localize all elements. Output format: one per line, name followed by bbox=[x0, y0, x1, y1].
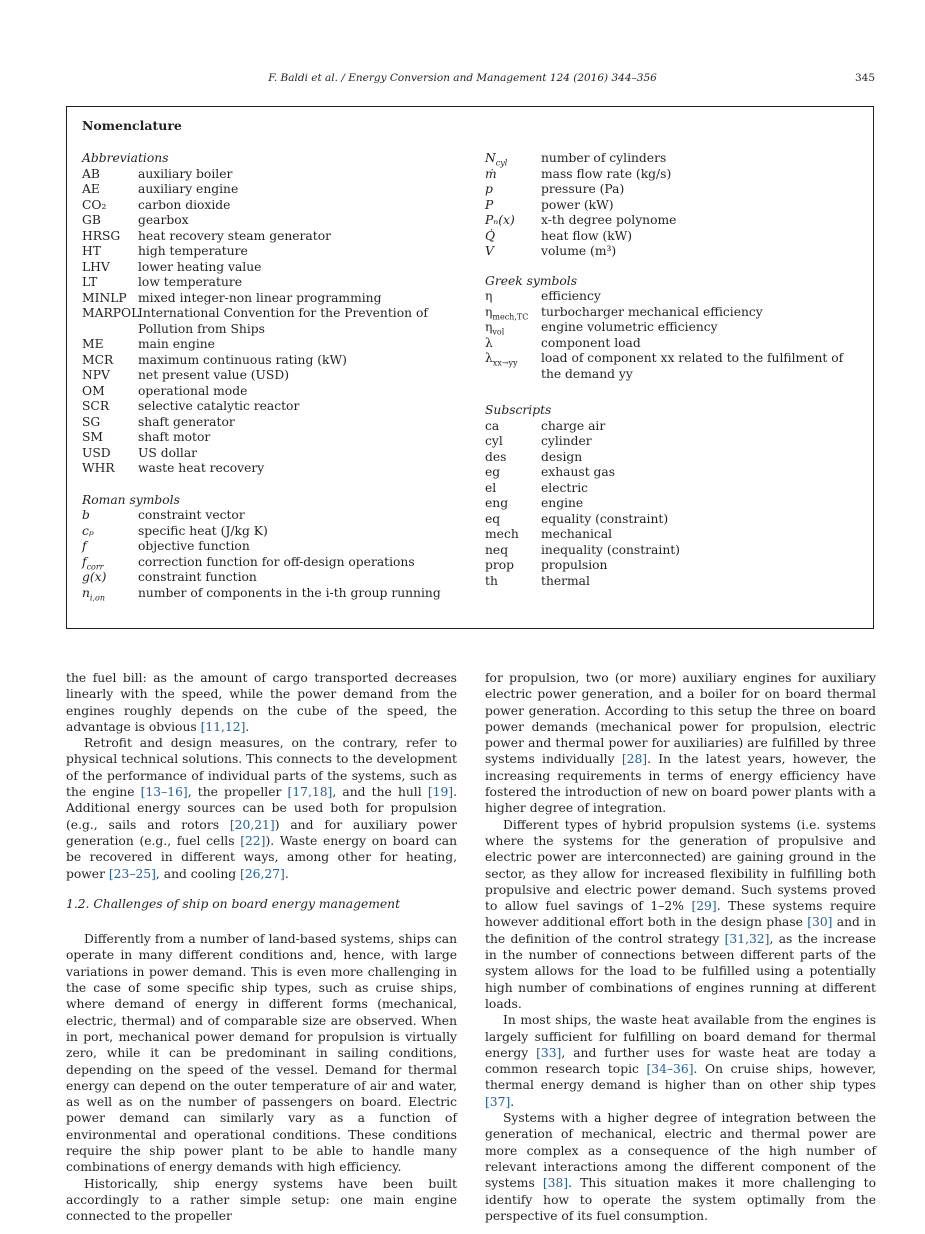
greek-symbols-heading: Greek symbols bbox=[485, 273, 578, 288]
subscripts-heading: Subscripts bbox=[485, 403, 552, 417]
nomenclature-entry bbox=[485, 244, 865, 260]
nomenclature-entry bbox=[485, 465, 865, 481]
nomenclature-term: ca bbox=[485, 418, 500, 433]
citation-link[interactable]: [34–36] bbox=[646, 1062, 694, 1077]
nomenclature-definition: engine volumetric efficiency bbox=[541, 320, 718, 334]
nomenclature-entry bbox=[485, 512, 865, 528]
nomenclature-definition: thermal bbox=[541, 573, 590, 588]
nomenclature-entry bbox=[485, 351, 865, 382]
body-right-column bbox=[485, 670, 876, 1224]
nomenclature-definition: carbon dioxide bbox=[138, 197, 231, 212]
nomenclature-entry bbox=[485, 289, 865, 305]
citation-link[interactable]: [38] bbox=[542, 1176, 569, 1191]
nomenclature-entry bbox=[82, 586, 462, 602]
nomenclature-definition: volume (m³) bbox=[541, 244, 617, 258]
nomenclature-definition: maximum continuous rating (kW) bbox=[138, 352, 347, 367]
nomenclature-definition: high temperature bbox=[138, 244, 248, 258]
nomenclature-definition: auxiliary boiler bbox=[138, 166, 233, 181]
nomenclature-term: HRSG bbox=[82, 228, 121, 243]
nomenclature-definition: engine bbox=[541, 496, 584, 510]
paragraph: Historically, ship energy systems have been built accordingly to a rather simple setup: one main engine connected to the propeller bbox=[66, 1176, 457, 1224]
nomenclature-term: AB bbox=[82, 166, 100, 181]
nomenclature-definition: low temperature bbox=[138, 275, 243, 289]
nomenclature-definition: load of component xx related to the fulfilment of the demand yy bbox=[541, 351, 844, 381]
nomenclature-definition: objective function bbox=[138, 539, 250, 553]
nomenclature-entry bbox=[82, 430, 462, 446]
citation-link[interactable]: [22] bbox=[240, 833, 266, 848]
citation-link[interactable]: [19] bbox=[427, 785, 454, 800]
nomenclature-entry bbox=[485, 527, 865, 543]
nomenclature-term: λ bbox=[485, 335, 493, 350]
nomenclature-term: OM bbox=[82, 383, 105, 398]
nomenclature-entry bbox=[82, 384, 462, 400]
nomenclature-term: des bbox=[485, 449, 507, 464]
nomenclature-entry bbox=[82, 291, 462, 307]
nomenclature-definition: gearbox bbox=[138, 213, 189, 227]
nomenclature-entry bbox=[82, 229, 462, 245]
nomenclature-entry bbox=[485, 496, 865, 512]
paragraph: for propulsion, two (or more) auxiliary engines for auxiliary electric power generation, and a boiler for on board thermal power generation. According to this setup the three on board power demands (mechanical power for propulsion, electric power and thermal power for auxiliaries) are fulfilled by three systems individually [28]. In the latest years, however, the increasing requirements in terms of energy efficiency have fostered the introduction of new on board power plants with a higher degree of integration. bbox=[485, 671, 876, 816]
nomenclature-entry bbox=[485, 198, 865, 214]
nomenclature-definition: pressure (Pa) bbox=[541, 182, 625, 196]
nomenclature-term: $f_{corr}$ bbox=[82, 554, 104, 571]
nomenclature-definition: selective catalytic reactor bbox=[138, 399, 300, 413]
abbreviations-list bbox=[82, 167, 462, 477]
nomenclature-entry bbox=[82, 244, 462, 260]
roman-symbols-heading: Roman symbols bbox=[82, 492, 180, 507]
nomenclature-definition: turbocharger mechanical efficiency bbox=[541, 304, 763, 319]
citation-link[interactable]: [29] bbox=[691, 899, 717, 914]
nomenclature-term: ṁ bbox=[485, 166, 497, 181]
nomenclature-right-column bbox=[485, 151, 865, 589]
nomenclature-entry bbox=[82, 306, 462, 337]
nomenclature-term: f bbox=[82, 539, 87, 553]
nomenclature-term: Pₙ(x) bbox=[485, 213, 515, 227]
paragraph: In most ships, the waste heat available from the engines is largely sufficient for fulfilling on board demand for thermal energy [33], and further uses for waste heat are today a common research topic [34–36]. On cruise ships, however, thermal energy demand is higher than on other ship types [37]. bbox=[485, 1013, 876, 1109]
nomenclature-entry bbox=[485, 434, 865, 450]
nomenclature-title: Nomenclature bbox=[82, 118, 182, 133]
nomenclature-entry bbox=[485, 543, 865, 559]
citation-link[interactable]: [28] bbox=[621, 752, 648, 767]
nomenclature-definition: constraint function bbox=[138, 570, 257, 584]
nomenclature-term: th bbox=[485, 573, 498, 588]
nomenclature-entry bbox=[485, 481, 865, 497]
nomenclature-entry bbox=[82, 461, 462, 477]
nomenclature-term: cₚ bbox=[82, 523, 94, 538]
nomenclature-entry bbox=[82, 337, 462, 353]
nomenclature-entry bbox=[82, 368, 462, 384]
paragraph: Differently from a number of land-based systems, ships can operate in many different conditions and, hence, with large variations in power demand. This is even more challenging in the case of some specific ship types, such as cruise ships, where demand of energy in different forms (mechanical, electric, thermal) and of comparable size are observed. When in port, mechanical power demand for propulsion is virtually zero, while it can be predominant in sailing conditions, depending on the speed of the vessel. Demand for thermal energy can depend on the outer temperature of air and water, as well as on the number of passengers on board. Electric power demand can similarly vary as a function of environmental and operational conditions. These conditions require the ship power plant to be able to handle many combinations of energy demands with high efficiency. bbox=[66, 932, 457, 1175]
nomenclature-definition: number of cylinders bbox=[541, 151, 667, 165]
nomenclature-term: MARPOL bbox=[82, 306, 140, 320]
nomenclature-entry bbox=[82, 182, 462, 198]
nomenclature-entry bbox=[485, 167, 865, 183]
nomenclature-term: $\eta_{vol}$ bbox=[485, 320, 505, 337]
nomenclature-term: prop bbox=[485, 558, 515, 572]
paragraph: the fuel bill: as the amount of cargo transported decreases linearly with the speed, while the power demand from the engines roughly depends on the cube of the speed, the advantage is obvious [11,12]. bbox=[66, 671, 457, 734]
nomenclature-term: Q̇ bbox=[485, 228, 496, 243]
subscripts-list bbox=[485, 419, 865, 590]
nomenclature-entry bbox=[485, 558, 865, 574]
nomenclature-definition: cylinder bbox=[541, 434, 592, 448]
nomenclature-box bbox=[66, 106, 874, 629]
nomenclature-term: P bbox=[485, 197, 494, 212]
nomenclature-entry bbox=[485, 213, 865, 229]
nomenclature-term: p bbox=[485, 182, 493, 196]
citation-link[interactable]: [11,12] bbox=[200, 719, 246, 734]
nomenclature-entry bbox=[82, 446, 462, 462]
nomenclature-definition: heat recovery steam generator bbox=[138, 228, 331, 243]
section-heading: 1.2. Challenges of ship on board energy management bbox=[66, 896, 401, 911]
nomenclature-definition: equality (constraint) bbox=[541, 511, 669, 526]
citation-link[interactable]: [37] bbox=[485, 1094, 511, 1109]
nomenclature-entry bbox=[82, 399, 462, 415]
nomenclature-entry bbox=[485, 336, 865, 352]
nomenclature-definition: correction function for off-design operations bbox=[138, 554, 415, 569]
citation-link[interactable]: [31,32] bbox=[724, 931, 770, 946]
nomenclature-definition: net present value (USD) bbox=[138, 368, 289, 382]
nomenclature-term: SG bbox=[82, 414, 101, 429]
nomenclature-definition: specific heat (J/kg K) bbox=[138, 523, 268, 538]
nomenclature-term: b bbox=[82, 508, 90, 522]
nomenclature-term: eg bbox=[485, 465, 501, 479]
nomenclature-entry bbox=[485, 574, 865, 590]
abbreviations-heading: Abbreviations bbox=[82, 151, 169, 165]
nomenclature-term: GB bbox=[82, 213, 101, 227]
nomenclature-entry bbox=[485, 320, 865, 336]
nomenclature-entry bbox=[82, 555, 462, 571]
nomenclature-definition: International Convention for the Prevention of Pollution from Ships bbox=[138, 306, 428, 336]
nomenclature-term: V bbox=[485, 244, 494, 258]
nomenclature-term: eq bbox=[485, 511, 501, 526]
nomenclature-definition: shaft generator bbox=[138, 414, 235, 429]
nomenclature-definition: heat flow (kW) bbox=[541, 228, 633, 243]
nomenclature-definition: efficiency bbox=[541, 289, 601, 303]
paragraph: Retrofit and design measures, on the contrary, refer to physical technical solutions. This connects to the development of the performance of individual parts of the systems, such as the engine [13–16], the propeller [17,18], and the hull [19]. Additional energy sources can be used both for propulsion (e.g., sails and rotors [20,21]) and for auxiliary power generation (e.g., fuel cells [22]). Waste energy on board can be recovered in different ways, among other for heating, power [23–25], and cooling [26,27]. bbox=[66, 736, 457, 881]
nomenclature-term: ME bbox=[82, 337, 104, 351]
paragraph: Systems with a higher degree of integration between the generation of mechanical, electric and thermal power are more complex as a consequence of the high number of relevant interactions among the different component of the systems [38]. This situation makes it more challenging to identify how to operate the system optimally from the perspective of its fuel consumption. bbox=[485, 1111, 876, 1223]
nomenclature-left-column bbox=[82, 151, 462, 601]
nomenclature-entry bbox=[82, 570, 462, 586]
nomenclature-entry bbox=[82, 213, 462, 229]
nomenclature-entry bbox=[485, 151, 865, 167]
nomenclature-definition: inequality (constraint) bbox=[541, 542, 680, 557]
nomenclature-definition: shaft motor bbox=[138, 430, 211, 444]
nomenclature-entry bbox=[82, 353, 462, 369]
nomenclature-definition: electric bbox=[541, 480, 589, 495]
citation-link[interactable]: [26,27] bbox=[240, 866, 285, 881]
nomenclature-term: η bbox=[485, 289, 493, 303]
nomenclature-definition: constraint vector bbox=[138, 508, 245, 522]
nomenclature-term: $\lambda_{xx\to yy}$ bbox=[485, 351, 518, 368]
nomenclature-term: eng bbox=[485, 496, 509, 510]
roman-symbols-list-cont bbox=[485, 151, 865, 260]
nomenclature-term: LT bbox=[82, 275, 98, 289]
nomenclature-entry bbox=[485, 229, 865, 245]
nomenclature-definition: auxiliary engine bbox=[138, 182, 239, 196]
running-header: F. Baldi et al. / Energy Conversion and Management 124 (2016) 344–356 bbox=[268, 72, 657, 84]
nomenclature-definition: lower heating value bbox=[138, 259, 262, 274]
nomenclature-term: $N_{cyl}$ bbox=[485, 151, 508, 168]
greek-symbols-list bbox=[485, 289, 865, 382]
nomenclature-term: SM bbox=[82, 430, 104, 444]
nomenclature-definition: exhaust gas bbox=[541, 465, 616, 479]
nomenclature-definition: operational mode bbox=[138, 383, 248, 398]
citation-link[interactable]: [17,18] bbox=[287, 785, 333, 800]
citation-link[interactable]: [30] bbox=[807, 915, 833, 930]
body-left-column bbox=[66, 670, 457, 1225]
nomenclature-term: $n_{i,on}$ bbox=[82, 585, 105, 602]
nomenclature-definition: charge air bbox=[541, 418, 606, 433]
nomenclature-definition: design bbox=[541, 449, 583, 464]
nomenclature-definition: waste heat recovery bbox=[138, 461, 265, 475]
nomenclature-entry bbox=[82, 275, 462, 291]
nomenclature-term: neq bbox=[485, 542, 509, 557]
nomenclature-definition: component load bbox=[541, 335, 641, 350]
nomenclature-entry bbox=[485, 450, 865, 466]
nomenclature-entry bbox=[485, 419, 865, 435]
nomenclature-term: AE bbox=[82, 182, 100, 196]
nomenclature-term: MINLP bbox=[82, 290, 127, 305]
nomenclature-definition: propulsion bbox=[541, 558, 608, 572]
nomenclature-term: LHV bbox=[82, 259, 110, 274]
nomenclature-entry bbox=[82, 167, 462, 183]
nomenclature-term: CO₂ bbox=[82, 197, 107, 212]
page-number: 345 bbox=[854, 72, 875, 84]
citation-link[interactable]: [13–16] bbox=[140, 785, 188, 800]
nomenclature-entry bbox=[82, 415, 462, 431]
nomenclature-definition: x-th degree polynome bbox=[541, 213, 677, 227]
nomenclature-term: SCR bbox=[82, 399, 110, 413]
nomenclature-definition: mass flow rate (kg/s) bbox=[541, 166, 672, 181]
nomenclature-entry bbox=[485, 182, 865, 198]
nomenclature-entry bbox=[82, 260, 462, 276]
citation-link[interactable]: [33] bbox=[536, 1045, 562, 1060]
nomenclature-term: USD bbox=[82, 445, 111, 460]
nomenclature-term: MCR bbox=[82, 352, 114, 367]
nomenclature-term: g(x) bbox=[82, 570, 107, 584]
nomenclature-entry bbox=[82, 539, 462, 555]
nomenclature-entry bbox=[485, 305, 865, 321]
roman-symbols-list bbox=[82, 508, 462, 601]
nomenclature-term: cyl bbox=[485, 434, 503, 448]
nomenclature-term: el bbox=[485, 480, 497, 495]
nomenclature-definition: mechanical bbox=[541, 527, 613, 541]
nomenclature-term: $\eta_{mech,TC}$ bbox=[485, 304, 529, 321]
paragraph: Different types of hybrid propulsion systems (i.e. systems where the systems for the generation of propulsive and electric power are interconnected) are gaining ground in the sector, as they allow for increased flexibility in fulfilling both propulsive and electric power demand. Such systems proved to allow fuel savings of 1–2% [29]. These systems require however additional effort both in the design phase [30] and in the definition of the control strategy [31,32], as the increase in the number of connections between different parts of the system allows for the load to be fulfilled using a potentially high number of combinations of engines running at different loads. bbox=[485, 817, 877, 1011]
nomenclature-entry bbox=[82, 508, 462, 524]
citation-link[interactable]: [23–25] bbox=[108, 866, 156, 881]
nomenclature-definition: power (kW) bbox=[541, 197, 614, 212]
nomenclature-term: NPV bbox=[82, 368, 110, 382]
nomenclature-definition: main engine bbox=[138, 337, 215, 351]
nomenclature-term: mech bbox=[485, 527, 519, 541]
nomenclature-definition: US dollar bbox=[138, 445, 198, 460]
citation-link[interactable]: [20,21] bbox=[229, 817, 275, 832]
nomenclature-term: WHR bbox=[82, 461, 115, 475]
nomenclature-definition: number of components in the i-th group running bbox=[138, 585, 441, 600]
nomenclature-entry bbox=[82, 198, 462, 214]
nomenclature-term: HT bbox=[82, 244, 101, 258]
nomenclature-entry bbox=[82, 524, 462, 540]
nomenclature-definition: mixed integer-non linear programming bbox=[138, 290, 382, 305]
